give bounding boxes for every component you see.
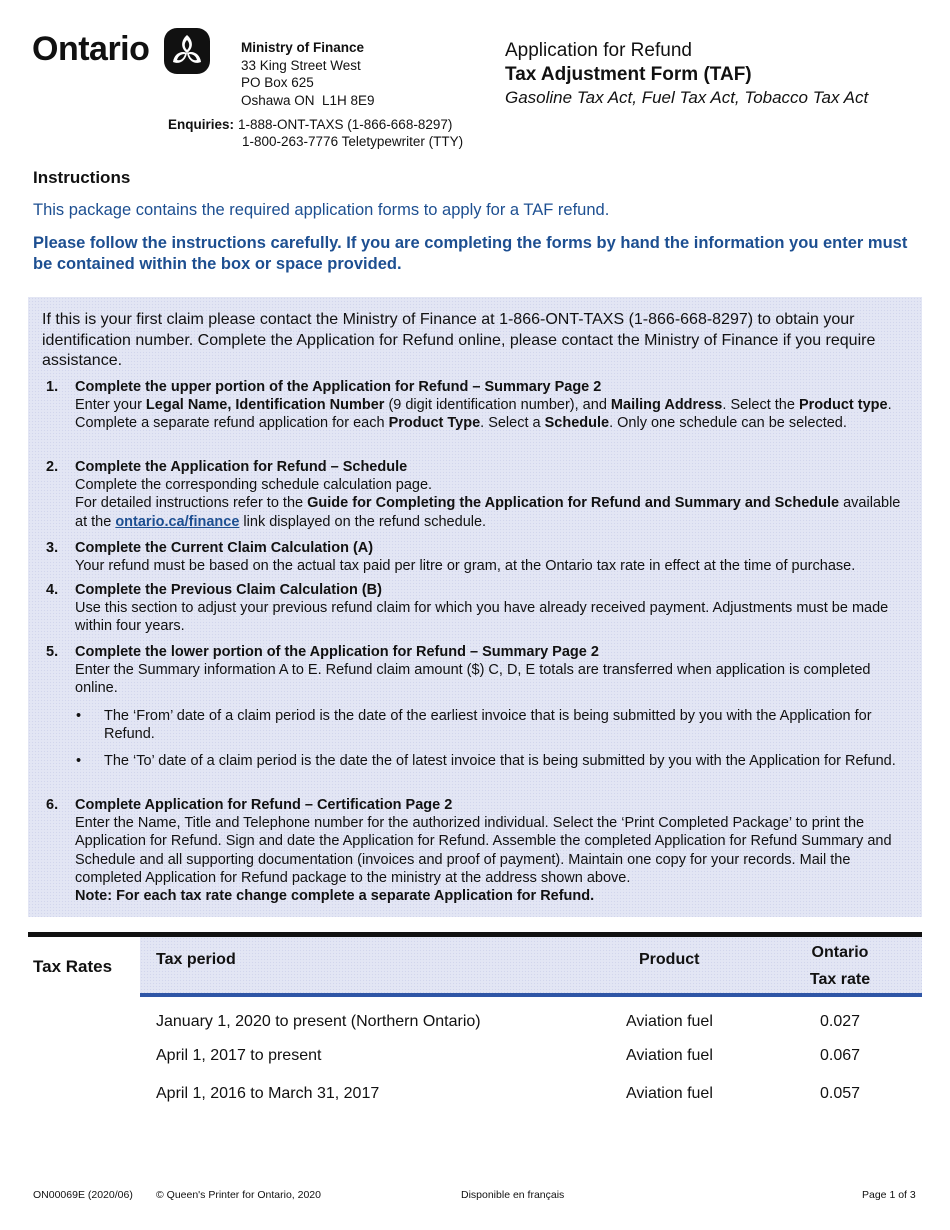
cell-tax-period: April 1, 2016 to March 31, 2017: [156, 1085, 380, 1102]
step-text: Enter your: [75, 397, 146, 414]
step-bold: Legal Name, Identification Number: [145, 397, 385, 414]
cell-tax-period: January 1, 2020 to present (Northern Ontario): [156, 1013, 481, 1030]
column-header-tax-rate-line-2: Tax rate: [809, 971, 871, 988]
french-availability: Disponible en français: [461, 1189, 565, 1201]
step-title: Complete Application for Refund – Certification Page 2: [75, 797, 453, 813]
bullet-text: The ‘To’ date of a claim period is the date the of latest invoice that is being submitted by you with the Application for Refund.: [104, 753, 896, 769]
ontario-logo-text: Ontario: [32, 30, 150, 68]
step-title: Complete the Previous Claim Calculation (B): [75, 582, 382, 598]
step-1: [46, 378, 912, 433]
step-text: For detailed instructions refer to the: [75, 495, 308, 512]
cell-tax-period: April 1, 2017 to present: [156, 1047, 322, 1064]
instructions-heading: Instructions: [33, 168, 131, 187]
step-number: 6.: [46, 797, 59, 813]
form-title-acts: Gasoline Tax Act, Fuel Tax Act, Tobacco Tax Act: [505, 88, 869, 107]
bullet-text: The ‘From’ date of a claim period is the date of the earliest invoice that is being submitted by you with the Application for Refund.: [104, 708, 872, 743]
step-number: 4.: [46, 582, 59, 598]
step-text: Your refund must be based on the actual tax paid per litre or gram, at the Ontario tax rate in effect at the time of purchase.: [75, 558, 856, 575]
form-title-taf: Tax Adjustment Form (TAF): [505, 64, 752, 85]
column-header-tax-period: Tax period: [156, 951, 236, 968]
tax-rates-header-rule: [140, 993, 922, 997]
step-4: [46, 581, 912, 636]
page-number: Page 1 of 3: [862, 1189, 916, 1201]
step-text: Complete the corresponding schedule calculation page.: [75, 477, 433, 494]
step-text: Enter the Summary information A to E. Refund claim amount ($) C, D, E totals are transferred when application is completed online.: [75, 662, 871, 697]
step-bold: Product type: [798, 397, 888, 414]
ontario-finance-link[interactable]: ontario.ca/finance: [115, 513, 240, 530]
column-header-tax-rate: [788, 939, 892, 993]
step-3: [46, 539, 912, 575]
address-line-1: 33 King Street West: [241, 57, 361, 73]
bullet-dot-icon: •: [76, 753, 82, 769]
cell-tax-rate: 0.057: [819, 1085, 861, 1102]
ministry-address: [241, 39, 375, 109]
step-title: Complete the Application for Refund – Schedule: [75, 459, 408, 475]
step-text: . Select the: [722, 397, 799, 414]
column-header-tax-rate-line-1: Ontario: [811, 944, 869, 961]
step-number: 1.: [46, 379, 59, 395]
trillium-logo-icon: [162, 26, 212, 76]
enquiries-phone: 1-888-ONT-TAXS (1-866-668-8297): [238, 117, 453, 132]
step-number: 5.: [46, 644, 59, 660]
enquiries-label: Enquiries:: [168, 117, 235, 132]
step-bold: Schedule: [544, 415, 610, 432]
step-text: Enter the Name, Title and Telephone number for the authorized individual. Select the ‘Print Completed Package’ to print the Application for Refund. Sign and date the Application for Refund. Assemble the completed Application for Refund Summary and Schedule and all supporting documentation (invoices and proof of payment). Maintain one copy for your records. Mail the completed Application for Refund package to the ministry at the address shown above.: [75, 815, 892, 886]
column-header-product: Product: [639, 951, 700, 968]
cell-product: Aviation fuel: [626, 1047, 713, 1064]
table-row: [0, 1013, 950, 1037]
step-title: Complete the lower portion of the Application for Refund – Summary Page 2: [75, 644, 599, 660]
table-row: [0, 1047, 950, 1071]
step-number: 2.: [46, 459, 59, 475]
ministry-name: Ministry of Finance: [241, 40, 365, 55]
form-title-block: [505, 39, 868, 109]
first-claim-text: If this is your first claim please contact the Ministry of Finance at 1-866-ONT-TAXS (1-866-668-8297) to obtain your identification number. Complete the Application for Refund online, please contact the Ministry of Finance if you require assistance.: [42, 311, 876, 369]
step-text: link displayed on the refund schedule.: [239, 513, 487, 530]
step-text: (9 digit identification number), and: [384, 397, 611, 414]
tax-rates-label: Tax Rates: [33, 957, 113, 976]
step-text: available at the: [75, 495, 901, 530]
step-2: [46, 458, 912, 531]
address-line-3: Oshawa ON L1H 8E9: [241, 92, 375, 108]
cell-tax-rate: 0.067: [819, 1047, 861, 1064]
form-title-application: Application for Refund: [505, 40, 692, 61]
step-6: [46, 796, 912, 905]
step-bold: Mailing Address: [610, 397, 723, 414]
bullet-from-date: [74, 707, 912, 743]
cell-product: Aviation fuel: [626, 1013, 713, 1030]
step-title: Complete the Current Claim Calculation (A): [75, 540, 374, 556]
cell-product: Aviation fuel: [626, 1085, 713, 1102]
cell-tax-rate: 0.027: [819, 1013, 861, 1030]
enquiries-tty: 1-800-263-7776 Teletypewriter (TTY): [242, 134, 464, 149]
table-row: [0, 1085, 950, 1109]
step-number: 3.: [46, 540, 59, 556]
step-text: . Select a: [480, 415, 545, 432]
instructions-warning: Please follow the instructions carefully. If you are completing the forms by hand the information you enter must be contained within the box or space provided.: [33, 234, 908, 273]
step-5: [46, 643, 912, 698]
address-line-2: PO Box 625: [241, 75, 314, 90]
step-title: Complete the upper portion of the Application for Refund – Summary Page 2: [75, 379, 602, 395]
step-text: Use this section to adjust your previous refund claim for which you have already received payment. Adjustments must be made within four years.: [75, 600, 889, 635]
bullet-to-date: [74, 752, 912, 770]
bullet-dot-icon: •: [76, 708, 82, 724]
step-text: . Only one schedule can be selected.: [609, 415, 847, 432]
step-note: Note: For each tax rate change complete a separate Application for Refund.: [75, 888, 595, 905]
instructions-intro: This package contains the required application forms to apply for a TAF refund.: [33, 201, 610, 219]
copyright: © Queen's Printer for Ontario, 2020: [156, 1189, 321, 1201]
step-bold: Product Type: [388, 415, 481, 432]
step-bold: Guide for Completing the Application for Refund and Summary and Schedule: [307, 495, 840, 512]
step-text: . Complete a separate refund application for each: [75, 397, 892, 432]
form-code: ON00069E (2020/06): [33, 1189, 133, 1201]
